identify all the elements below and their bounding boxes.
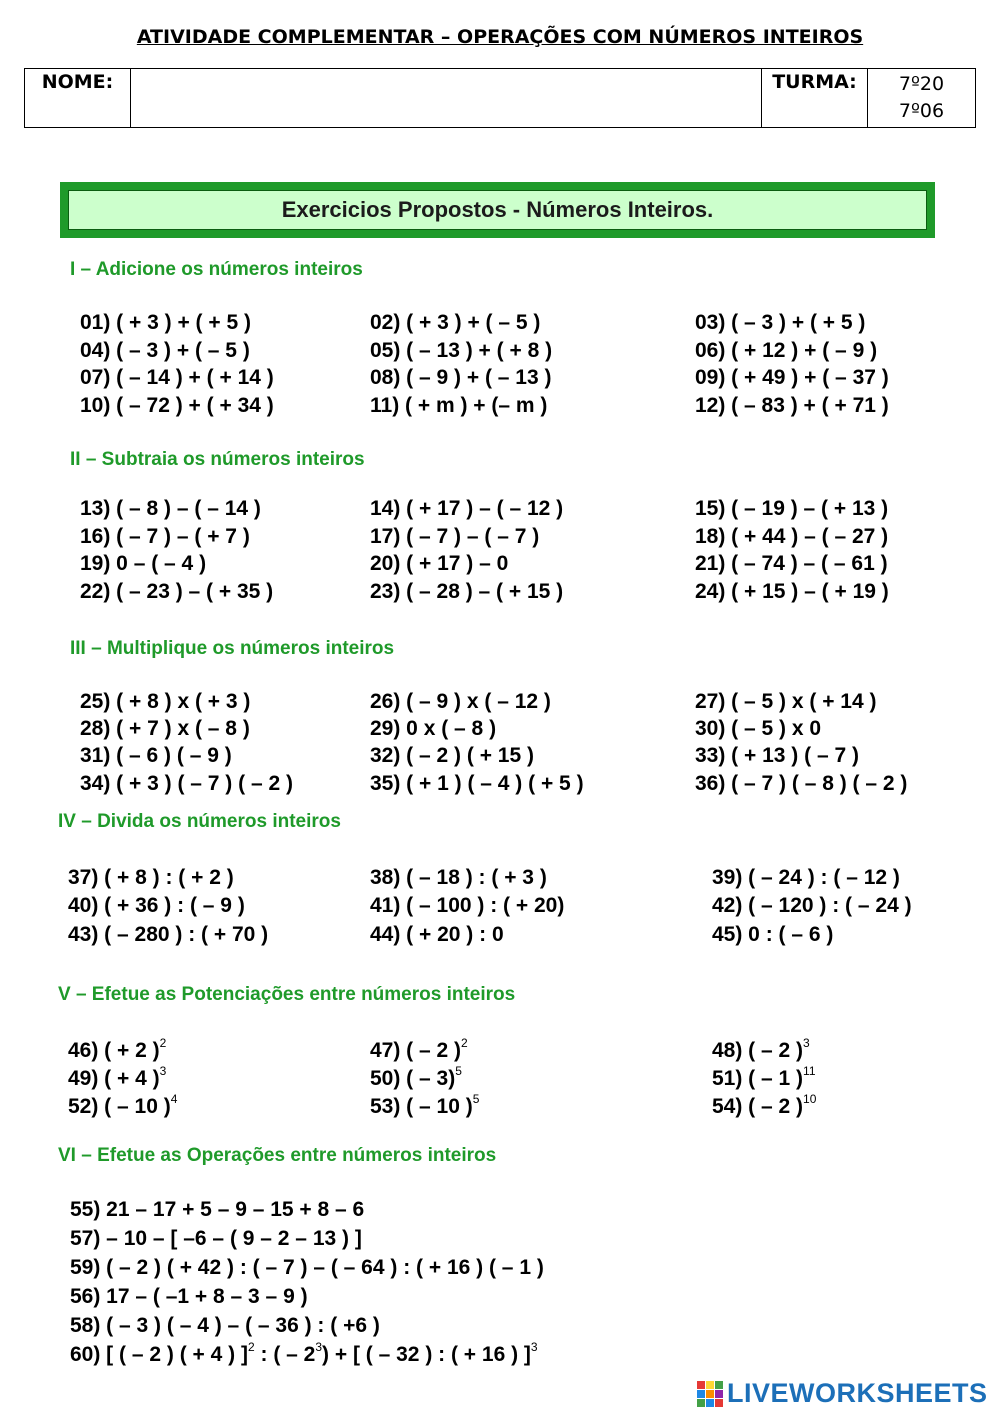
exercise-item: 46) ( + 2 )$^2$ xyxy=(68,1036,167,1062)
exercise-item: 43) ( – 280 ) : ( + 70 ) xyxy=(68,923,269,946)
exercise-item: 30) ( – 5 ) x 0 xyxy=(695,717,822,740)
page-title: ATIVIDADE COMPLEMENTAR – OPERAÇÕES COM NÚMEROS INTEIROS xyxy=(136,26,864,48)
exercise-item: 42) ( – 120 ) : ( – 24 ) xyxy=(712,894,912,917)
exercise-item: 21) ( – 74 ) – ( – 61 ) xyxy=(695,552,888,575)
exercise-item: 25) ( + 8 ) x ( + 3 ) xyxy=(80,690,251,713)
footer-brand: LIVEWORKSHEETS xyxy=(727,1378,988,1408)
exercise-item: 57) – 10 – [ –6 – ( 9 – 2 – 13 ) ] xyxy=(70,1227,362,1250)
exercise-item: 20) ( + 17 ) – 0 xyxy=(370,552,509,575)
exercise-item: 37) ( + 8 ) : ( + 2 ) xyxy=(68,866,234,889)
exercise-item: 31) ( – 6 ) ( – 9 ) xyxy=(80,744,232,767)
turma-values xyxy=(868,69,976,128)
exercise-item: 59) ( – 2 ) ( + 42 ) : ( – 7 ) – ( – 64 ) : ( + 16 ) ( – 1 ) xyxy=(70,1256,544,1279)
exercise-item: 13) ( – 8 ) – ( – 14 ) xyxy=(80,497,261,520)
banner-title: Exercicios Propostos - Números Inteiros. xyxy=(68,190,927,230)
exercise-item: 41) ( – 100 ) : ( + 20) xyxy=(370,894,565,917)
exercise-item: 54) ( – 2 )$^{10}$ xyxy=(712,1092,817,1118)
exercise-item: 03) ( – 3 ) + ( + 5 ) xyxy=(695,311,866,334)
exercise-item: 52) ( – 10 )$^4$ xyxy=(68,1092,178,1118)
exercise-item: 05) ( – 13 ) + ( + 8 ) xyxy=(370,339,553,362)
section-title-addition: I – Adicione os números inteiros xyxy=(70,259,363,280)
section-title-operations: VI – Efetue as Operações entre números inteiros xyxy=(58,1145,497,1166)
exercise-item: 48) ( – 2 )$^3$ xyxy=(712,1036,810,1062)
exercise-item: 47) ( – 2 )$^2$ xyxy=(370,1036,468,1062)
exercise-item: 19) 0 – ( – 4 ) xyxy=(80,552,207,575)
exercise-item: 39) ( – 24 ) : ( – 12 ) xyxy=(712,866,900,889)
section-title-multiplication: III – Multiplique os números inteiros xyxy=(70,638,395,659)
exercise-item: 28) ( + 7 ) x ( – 8 ) xyxy=(80,717,250,740)
turma-value: 7º20 xyxy=(898,73,945,95)
exercise-item: 29) 0 x ( – 8 ) xyxy=(370,717,497,740)
exercise-item: 23) ( – 28 ) – ( + 15 ) xyxy=(370,580,564,603)
turma-value: 7º06 xyxy=(898,100,945,122)
exercise-item: 55) 21 – 17 + 5 – 9 – 15 + 8 – 6 xyxy=(70,1198,365,1221)
section-title-subtraction: II – Subtraia os números inteiros xyxy=(70,449,365,470)
exercise-item: 11) ( + m ) + (– m ) xyxy=(370,394,548,417)
exercise-item: 60) [ ( – 2 ) ( + 4 ) ]$^2$ : ( – $2^3$) + [ ( – 32 ) : ( + 16 ) ]$^3$ xyxy=(70,1340,538,1366)
student-info-table xyxy=(24,68,976,128)
exercise-item: 09) ( + 49 ) + ( – 37 ) xyxy=(695,366,889,389)
exercise-item: 18) ( + 44 ) – ( – 27 ) xyxy=(695,525,889,548)
exercise-item: 44) ( + 20 ) : 0 xyxy=(370,923,504,946)
liveworksheets-logo xyxy=(697,1378,988,1409)
exercise-item: 24) ( + 15 ) – ( + 19 ) xyxy=(695,580,889,603)
exercise-item: 07) ( – 14 ) + ( + 14 ) xyxy=(80,366,274,389)
section-title-powers: V – Efetue as Potenciações entre números inteiros xyxy=(58,984,516,1005)
exercise-item: 49) ( + 4 )$^3$ xyxy=(68,1064,167,1090)
exercise-item: 32) ( – 2 ) ( + 15 ) xyxy=(370,744,534,767)
exercise-item: 45) 0 : ( – 6 ) xyxy=(712,923,834,946)
exercise-item: 35) ( + 1 ) ( – 4 ) ( + 5 ) xyxy=(370,772,584,795)
exercise-item: 16) ( – 7 ) – ( + 7 ) xyxy=(80,525,250,548)
exercise-item: 56) 17 – ( –1 + 8 – 3 – 9 ) xyxy=(70,1285,308,1308)
exercise-banner xyxy=(60,182,935,238)
exercise-item: 17) ( – 7 ) – ( – 7 ) xyxy=(370,525,540,548)
exercise-item: 14) ( + 17 ) – ( – 12 ) xyxy=(370,497,564,520)
exercise-item: 27) ( – 5 ) x ( + 14 ) xyxy=(695,690,877,713)
section-title-division: IV – Divida os números inteiros xyxy=(58,811,341,832)
nome-field[interactable] xyxy=(131,69,762,128)
nome-label: NOME: xyxy=(25,69,131,128)
exercise-item: 50) ( – 3)$^5$ xyxy=(370,1064,462,1090)
logo-grid-icon xyxy=(697,1381,723,1407)
exercise-item: 40) ( + 36 ) : ( – 9 ) xyxy=(68,894,245,917)
exercise-item: 36) ( – 7 ) ( – 8 ) ( – 2 ) xyxy=(695,772,908,795)
exercise-item: 33) ( + 13 ) ( – 7 ) xyxy=(695,744,859,767)
exercise-item: 26) ( – 9 ) x ( – 12 ) xyxy=(370,690,551,713)
exercise-item: 06) ( + 12 ) + ( – 9 ) xyxy=(695,339,878,362)
exercise-item: 38) ( – 18 ) : ( + 3 ) xyxy=(370,866,547,889)
exercise-item: 53) ( – 10 )$^5$ xyxy=(370,1092,480,1118)
exercise-item: 22) ( – 23 ) – ( + 35 ) xyxy=(80,580,274,603)
exercise-item: 15) ( – 19 ) – ( + 13 ) xyxy=(695,497,889,520)
exercise-item: 12) ( – 83 ) + ( + 71 ) xyxy=(695,394,889,417)
exercise-item: 04) ( – 3 ) + ( – 5 ) xyxy=(80,339,250,362)
exercise-item: 34) ( + 3 ) ( – 7 ) ( – 2 ) xyxy=(80,772,293,795)
exercise-item: 02) ( + 3 ) + ( – 5 ) xyxy=(370,311,541,334)
exercise-item: 01) ( + 3 ) + ( + 5 ) xyxy=(80,311,251,334)
exercise-item: 58) ( – 3 ) ( – 4 ) – ( – 36 ) : ( +6 ) xyxy=(70,1314,380,1337)
exercise-item: 51) ( – 1 )$^{11}$ xyxy=(712,1064,816,1090)
turma-label: TURMA: xyxy=(762,69,868,128)
exercise-item: 10) ( – 72 ) + ( + 34 ) xyxy=(80,394,274,417)
exercise-item: 08) ( – 9 ) + ( – 13 ) xyxy=(370,366,552,389)
